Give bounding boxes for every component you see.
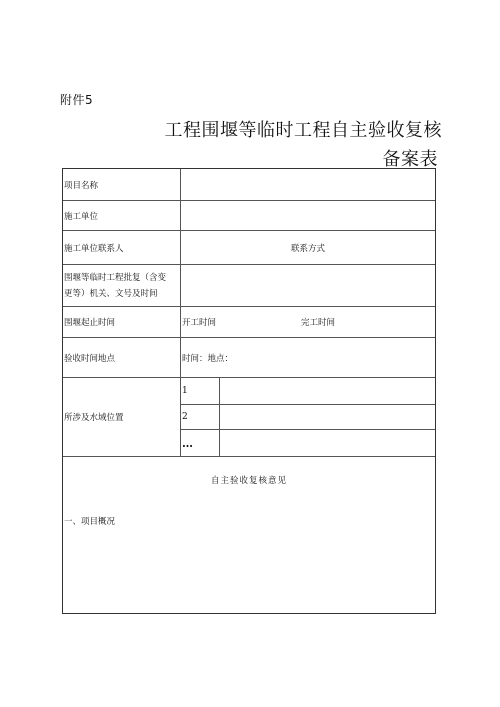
water-area-location-label: 所涉及水域位置 [63, 378, 181, 456]
cofferdam-period-field[interactable] [181, 307, 435, 337]
location-subrow [181, 430, 435, 457]
project-overview-heading: 一、项目概况 [64, 517, 116, 527]
approval-label-line-2: 更等）机关、文号及时间 [64, 288, 158, 299]
location-subrow [181, 405, 435, 430]
opinion-section-title: 自主验收复核意见 [210, 476, 287, 486]
table-row [63, 201, 435, 231]
table-row [63, 265, 435, 307]
contact-person-label: 施工单位联系人 [63, 231, 181, 264]
start-time-label: 开工时间 [182, 318, 217, 328]
time-place-field[interactable]: 时间：地点： [182, 353, 234, 364]
project-name-field[interactable] [181, 169, 435, 200]
construction-unit-label: 施工单位 [63, 201, 181, 230]
table-row [63, 378, 435, 457]
cofferdam-period-label: 围堰起止时间 [63, 307, 181, 337]
approval-label-line-1: 围堰等临时工程批复（含变 [64, 272, 167, 283]
location-row-ellipsis: … [181, 430, 220, 457]
project-name-label: 项目名称 [63, 169, 181, 200]
construction-unit-field[interactable] [181, 201, 435, 230]
contact-method-label: 联系方式 [290, 243, 325, 254]
location-row-number: 2 [181, 405, 220, 429]
table-row [63, 231, 435, 265]
acceptance-time-place-label: 验收时间地点 [63, 338, 181, 377]
approval-field[interactable] [181, 265, 435, 306]
form-title-line-2: 备案表 [382, 149, 438, 170]
record-form-table [62, 168, 436, 614]
table-row [63, 169, 435, 201]
location-subrow [181, 378, 435, 405]
table-row [63, 338, 435, 378]
attachment-label: 附件5 [60, 93, 94, 107]
form-title-line-1: 工程围堰等临时工程自主验收复核 [164, 120, 442, 141]
location-row-number: 1 [181, 378, 220, 404]
approval-label [63, 265, 181, 306]
finish-time-label: 完工时间 [301, 318, 336, 328]
table-row [63, 307, 435, 338]
